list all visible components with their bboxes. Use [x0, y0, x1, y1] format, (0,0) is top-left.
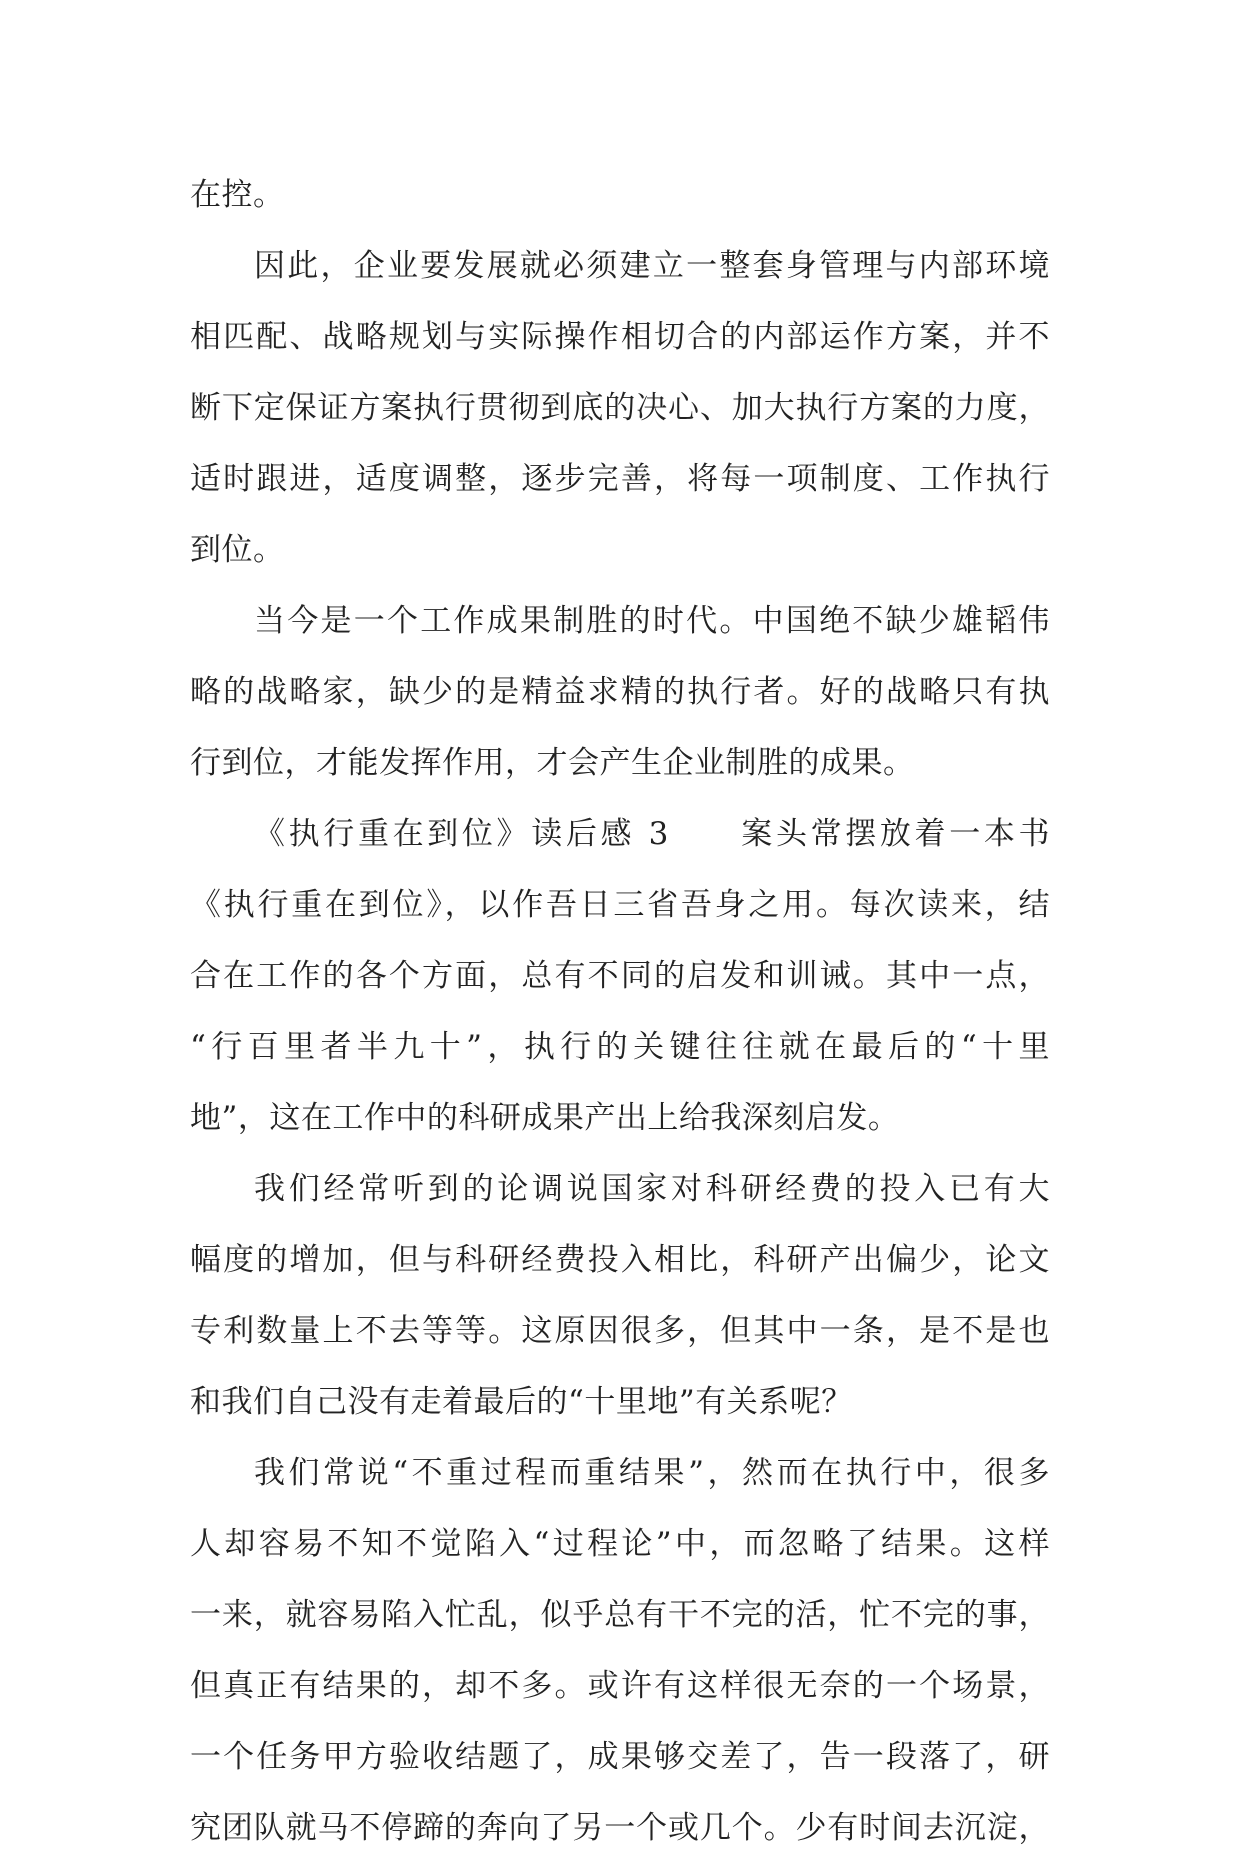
document-body	[190, 160, 1050, 1864]
text-line: 断下定保证方案执行贯彻到底的决心、加大执行方案的力度，	[190, 390, 1050, 426]
text-line: 行到位，才能发挥作用，才会产生企业制胜的成果。	[190, 745, 915, 781]
text-line: 当今是一个工作成果制胜的时代。中国绝不缺少雄韬伟	[254, 603, 1050, 639]
text-line: 适时跟进，适度调整，逐步完善，将每一项制度、工作执行	[190, 461, 1050, 497]
text-line: 一来，就容易陷入忙乱，似乎总有干不完的活，忙不完的事，	[190, 1597, 1050, 1633]
text-line: 合在工作的各个方面，总有不同的启发和训诫。其中一点，	[190, 958, 1050, 994]
text-line: 略的战略家，缺少的是精益求精的执行者。好的战略只有执	[190, 674, 1050, 710]
text-line: 《执行重在到位》读后感 3 案头常摆放着一本书	[254, 816, 1050, 852]
text-line: 相匹配、战略规划与实际操作相切合的内部运作方案，并不	[190, 319, 1050, 355]
text-line: 专利数量上不去等等。这原因很多，但其中一条，是不是也	[190, 1313, 1050, 1349]
text-line: 幅度的增加，但与科研经费投入相比，科研产出偏少，论文	[190, 1242, 1050, 1278]
text-line: 在控。	[190, 177, 285, 213]
text-line: 因此，企业要发展就必须建立一整套身管理与内部环境	[254, 248, 1050, 284]
text-line: 我们常说“不重过程而重结果”，然而在执行中，很多	[254, 1455, 1050, 1491]
text-line: 《执行重在到位》，以作吾日三省吾身之用。每次读来，结	[190, 887, 1050, 923]
text-line: 和我们自己没有走着最后的“十里地”有关系呢？	[190, 1384, 853, 1420]
text-line: 一个任务甲方验收结题了，成果够交差了，告一段落了，研	[190, 1739, 1050, 1775]
text-line: 地”，这在工作中的科研成果产出上给我深刻启发。	[190, 1100, 900, 1136]
text-line: “行百里者半九十”，执行的关键往往就在最后的“十里	[190, 1029, 1050, 1065]
text-line: 人却容易不知不觉陷入“过程论”中，而忽略了结果。这样	[190, 1526, 1050, 1562]
text-line: 究团队就马不停蹄的奔向了另一个或几个。少有时间去沉淀，	[190, 1810, 1050, 1846]
text-line: 我们经常听到的论调说国家对科研经费的投入已有大	[254, 1171, 1050, 1207]
text-line: 但真正有结果的，却不多。或许有这样很无奈的一个场景，	[190, 1668, 1050, 1704]
text-line: 到位。	[190, 532, 285, 568]
